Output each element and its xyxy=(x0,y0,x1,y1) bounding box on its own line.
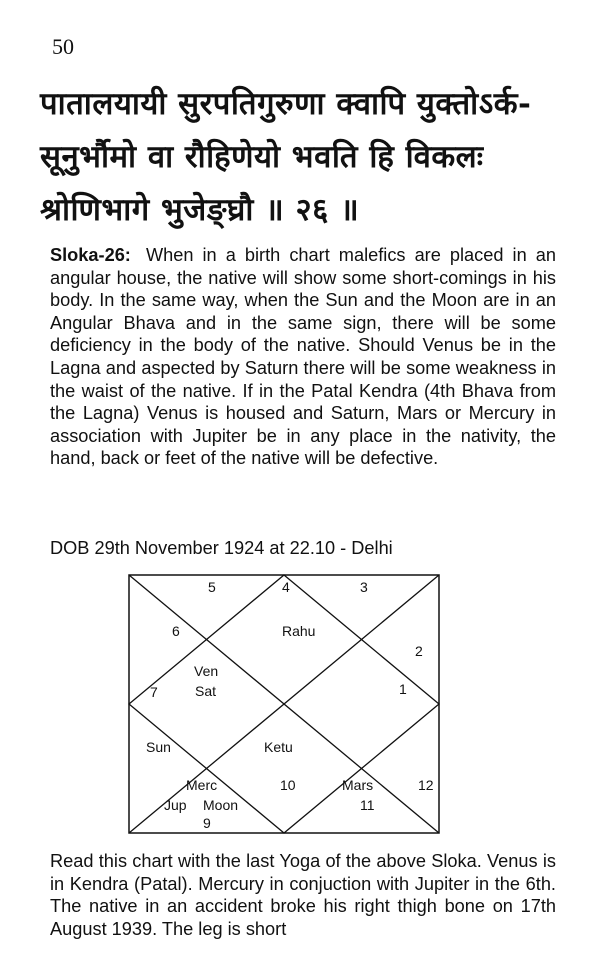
house-10: 10 xyxy=(280,777,296,793)
planet-mercury: Merc xyxy=(186,777,218,793)
house-3: 3 xyxy=(360,579,368,595)
planet-jupiter: Jup xyxy=(164,797,187,813)
sloka-label: Sloka-26: xyxy=(50,245,131,265)
house-9: 9 xyxy=(203,815,211,831)
house-12: 12 xyxy=(418,777,434,793)
sloka-paragraph xyxy=(50,244,556,470)
sanskrit-verse xyxy=(40,78,570,237)
planet-sun: Sun xyxy=(146,739,171,755)
page-number: 50 xyxy=(52,34,74,59)
house-11: 11 xyxy=(360,797,375,813)
house-7: 7 xyxy=(150,684,158,700)
birth-chart xyxy=(128,574,440,834)
house-4: 4 xyxy=(282,579,290,595)
house-6: 6 xyxy=(172,623,180,639)
planet-rahu: Rahu xyxy=(282,623,316,639)
planet-venus: Ven xyxy=(194,663,219,679)
planet-moon: Moon xyxy=(203,797,239,813)
verse-line-3: श्रोणिभागे भुजेङ्घ्रौ ॥ २६ ॥ xyxy=(40,192,360,228)
planet-saturn: Sat xyxy=(195,683,217,699)
planet-mars: Mars xyxy=(342,777,374,793)
reading-paragraph: Read this chart with the last Yoga of the above Sloka. Venus is in Kendra (Patal). Mercury in conjuction with Jupiter in the 6th. The native in an accident broke his right thigh bone on 17th August 1939. The leg is short xyxy=(50,851,556,939)
verse-line-2: सूनुर्भौमो वा रौहिणेयो भवति हि विकलः xyxy=(40,139,484,175)
verse-line-1: पातालयायी सुरपतिगुरुणा क्वापि युक्तोऽर्क- xyxy=(40,86,532,122)
house-1: 1 xyxy=(399,681,407,697)
house-2: 2 xyxy=(415,643,423,659)
sloka-text: When in a birth chart malefics are placed in an angular house, the native will show some short-comings in his body. In the same way, when the Sun and the Moon are in an Angular Bhava and in the same sign, there will be some deficiency in the body of the native. Should Venus be in the Lagna and aspected by Saturn there will be some weakness in the waist of the native. If in the Patal Kendra (4th Bhava from the Lagna) Venus is housed and Saturn, Mars or Mercury in association with Jupiter be in any place in the nativity, the hand, back or feet of the native will be defective. xyxy=(50,245,556,469)
birth-chart-svg xyxy=(128,574,440,834)
house-5: 5 xyxy=(208,579,216,595)
date-of-birth: DOB 29th November 1924 at 22.10 - Delhi xyxy=(50,538,393,558)
planet-ketu: Ketu xyxy=(264,739,293,755)
